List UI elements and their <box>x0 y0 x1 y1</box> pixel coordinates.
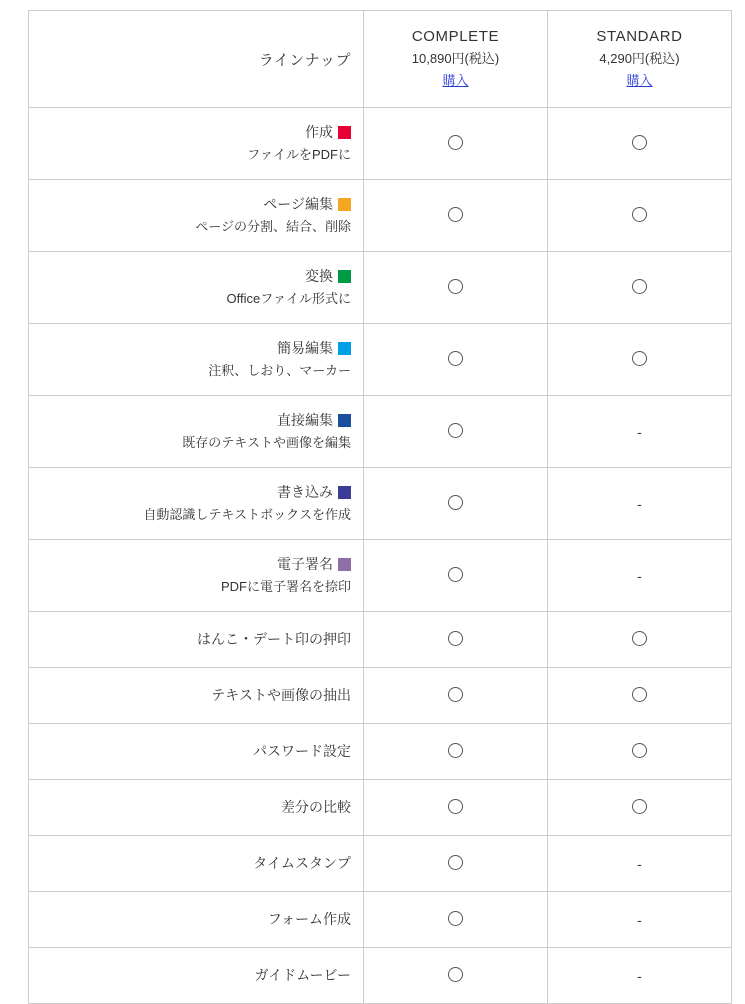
feature-description: ファイルをPDFに <box>247 147 351 163</box>
table-row <box>29 180 732 252</box>
feature-color-swatch-icon <box>338 126 351 139</box>
available-circle-icon <box>448 495 463 510</box>
feature-title-text: 直接編集 <box>277 412 333 429</box>
feature-title <box>37 740 351 763</box>
plan-name: COMPLETE <box>411 27 500 45</box>
feature-title-text: ガイドムービー <box>254 966 351 983</box>
feature-title-text: 差分の比較 <box>281 798 351 815</box>
available-circle-icon <box>448 855 463 870</box>
feature-title <box>37 337 351 360</box>
feature-color-swatch-icon <box>338 270 351 283</box>
feature-color-swatch-icon <box>338 558 351 571</box>
availability-cell <box>548 724 732 780</box>
feature-title <box>37 193 351 216</box>
feature-color-swatch-icon <box>338 486 351 499</box>
feature-cell <box>29 892 364 948</box>
availability-cell <box>548 668 732 724</box>
feature-description: 注釈、しおり、マーカー <box>208 363 351 379</box>
available-circle-icon <box>632 207 647 222</box>
feature-cell <box>29 108 364 180</box>
available-circle-icon <box>632 743 647 758</box>
available-circle-icon <box>448 743 463 758</box>
availability-cell <box>364 468 548 540</box>
feature-title <box>37 265 351 288</box>
feature-color-swatch-icon <box>338 342 351 355</box>
feature-title <box>37 852 351 875</box>
unavailable-dash-icon: - <box>637 423 642 440</box>
feature-title-text: タイムスタンプ <box>253 854 351 871</box>
feature-cell <box>29 836 364 892</box>
availability-cell <box>364 724 548 780</box>
unavailable-dash-icon: - <box>637 855 642 872</box>
feature-title <box>37 908 351 931</box>
table-row <box>29 540 732 612</box>
feature-title <box>37 796 351 819</box>
feature-title <box>37 481 351 504</box>
buy-link-standard[interactable]: 購入 <box>626 73 653 89</box>
feature-title-text: はんこ・デート印の押印 <box>197 630 351 647</box>
feature-cell <box>29 396 364 468</box>
available-circle-icon <box>448 351 463 366</box>
feature-description: 既存のテキストや画像を編集 <box>182 435 351 451</box>
plan-comparison-table <box>28 10 732 1004</box>
table-header-row <box>29 11 732 108</box>
table-row <box>29 892 732 948</box>
availability-cell <box>364 612 548 668</box>
unavailable-dash-icon: - <box>637 967 642 984</box>
available-circle-icon <box>448 135 463 150</box>
feature-cell <box>29 540 364 612</box>
unavailable-dash-icon: - <box>637 911 642 928</box>
table-row <box>29 468 732 540</box>
availability-cell <box>364 836 548 892</box>
feature-description: Officeファイル形式に <box>226 291 351 307</box>
availability-cell <box>548 324 732 396</box>
availability-cell <box>364 892 548 948</box>
unavailable-dash-icon: - <box>637 567 642 584</box>
feature-description: ページの分割、結合、削除 <box>195 219 351 235</box>
feature-cell <box>29 324 364 396</box>
unavailable-dash-icon: - <box>637 495 642 512</box>
available-circle-icon <box>632 135 647 150</box>
table-row <box>29 612 732 668</box>
available-circle-icon <box>632 687 647 702</box>
availability-cell <box>364 948 548 1004</box>
feature-title-text: 書き込み <box>277 484 333 501</box>
feature-title <box>37 628 351 651</box>
available-circle-icon <box>448 207 463 222</box>
feature-title <box>37 964 351 987</box>
availability-cell <box>364 668 548 724</box>
table-row <box>29 780 732 836</box>
feature-description: PDFに電子署名を捺印 <box>220 579 351 595</box>
available-circle-icon <box>448 279 463 294</box>
available-circle-icon <box>448 423 463 438</box>
feature-title-text: フォーム作成 <box>267 910 351 927</box>
feature-title <box>37 121 351 144</box>
availability-cell <box>364 108 548 180</box>
table-row <box>29 836 732 892</box>
availability-cell <box>364 396 548 468</box>
availability-cell <box>548 836 732 892</box>
feature-cell <box>29 724 364 780</box>
availability-cell <box>548 180 732 252</box>
availability-cell <box>548 540 732 612</box>
availability-cell <box>364 180 548 252</box>
available-circle-icon <box>632 631 647 646</box>
feature-title-text: パスワード設定 <box>253 742 351 759</box>
feature-cell <box>29 612 364 668</box>
availability-cell <box>364 324 548 396</box>
available-circle-icon <box>448 687 463 702</box>
table-body <box>29 11 732 1004</box>
table-row <box>29 324 732 396</box>
table-row <box>29 396 732 468</box>
feature-title-text: ページ編集 <box>263 196 333 213</box>
feature-title <box>37 684 351 707</box>
availability-cell <box>364 252 548 324</box>
availability-cell <box>548 948 732 1004</box>
available-circle-icon <box>448 911 463 926</box>
plan-price: 4,290円(税込) <box>599 51 680 67</box>
availability-cell <box>548 108 732 180</box>
availability-cell <box>548 892 732 948</box>
feature-cell <box>29 780 364 836</box>
feature-description: 自動認識しテキストボックスを作成 <box>143 507 351 523</box>
available-circle-icon <box>632 351 647 366</box>
feature-title <box>37 409 351 432</box>
table-row <box>29 108 732 180</box>
header-feature-label: ラインナップ <box>29 11 364 108</box>
available-circle-icon <box>632 799 647 814</box>
table-row <box>29 252 732 324</box>
feature-cell <box>29 252 364 324</box>
available-circle-icon <box>632 279 647 294</box>
available-circle-icon <box>448 567 463 582</box>
plan-price: 10,890円(税込) <box>411 51 500 67</box>
header-plan-standard <box>548 11 732 108</box>
availability-cell <box>364 540 548 612</box>
header-plan-complete <box>364 11 548 108</box>
table-row <box>29 948 732 1004</box>
feature-title-text: 簡易編集 <box>277 340 333 357</box>
feature-color-swatch-icon <box>338 414 351 427</box>
availability-cell <box>548 468 732 540</box>
feature-title-text: テキストや画像の抽出 <box>211 686 351 703</box>
feature-color-swatch-icon <box>338 198 351 211</box>
availability-cell <box>548 780 732 836</box>
feature-cell <box>29 468 364 540</box>
feature-title-text: 作成 <box>305 124 333 141</box>
feature-cell <box>29 948 364 1004</box>
feature-cell <box>29 180 364 252</box>
feature-title <box>37 553 351 576</box>
availability-cell <box>548 396 732 468</box>
table-row <box>29 668 732 724</box>
availability-cell <box>364 780 548 836</box>
availability-cell <box>548 252 732 324</box>
feature-title-text: 変換 <box>305 268 333 285</box>
available-circle-icon <box>448 799 463 814</box>
plan-name: STANDARD <box>596 27 683 45</box>
feature-cell <box>29 668 364 724</box>
feature-title-text: 電子署名 <box>277 556 333 573</box>
table-row <box>29 724 732 780</box>
buy-link-complete[interactable]: 購入 <box>442 73 469 89</box>
available-circle-icon <box>448 631 463 646</box>
availability-cell <box>548 612 732 668</box>
available-circle-icon <box>448 967 463 982</box>
